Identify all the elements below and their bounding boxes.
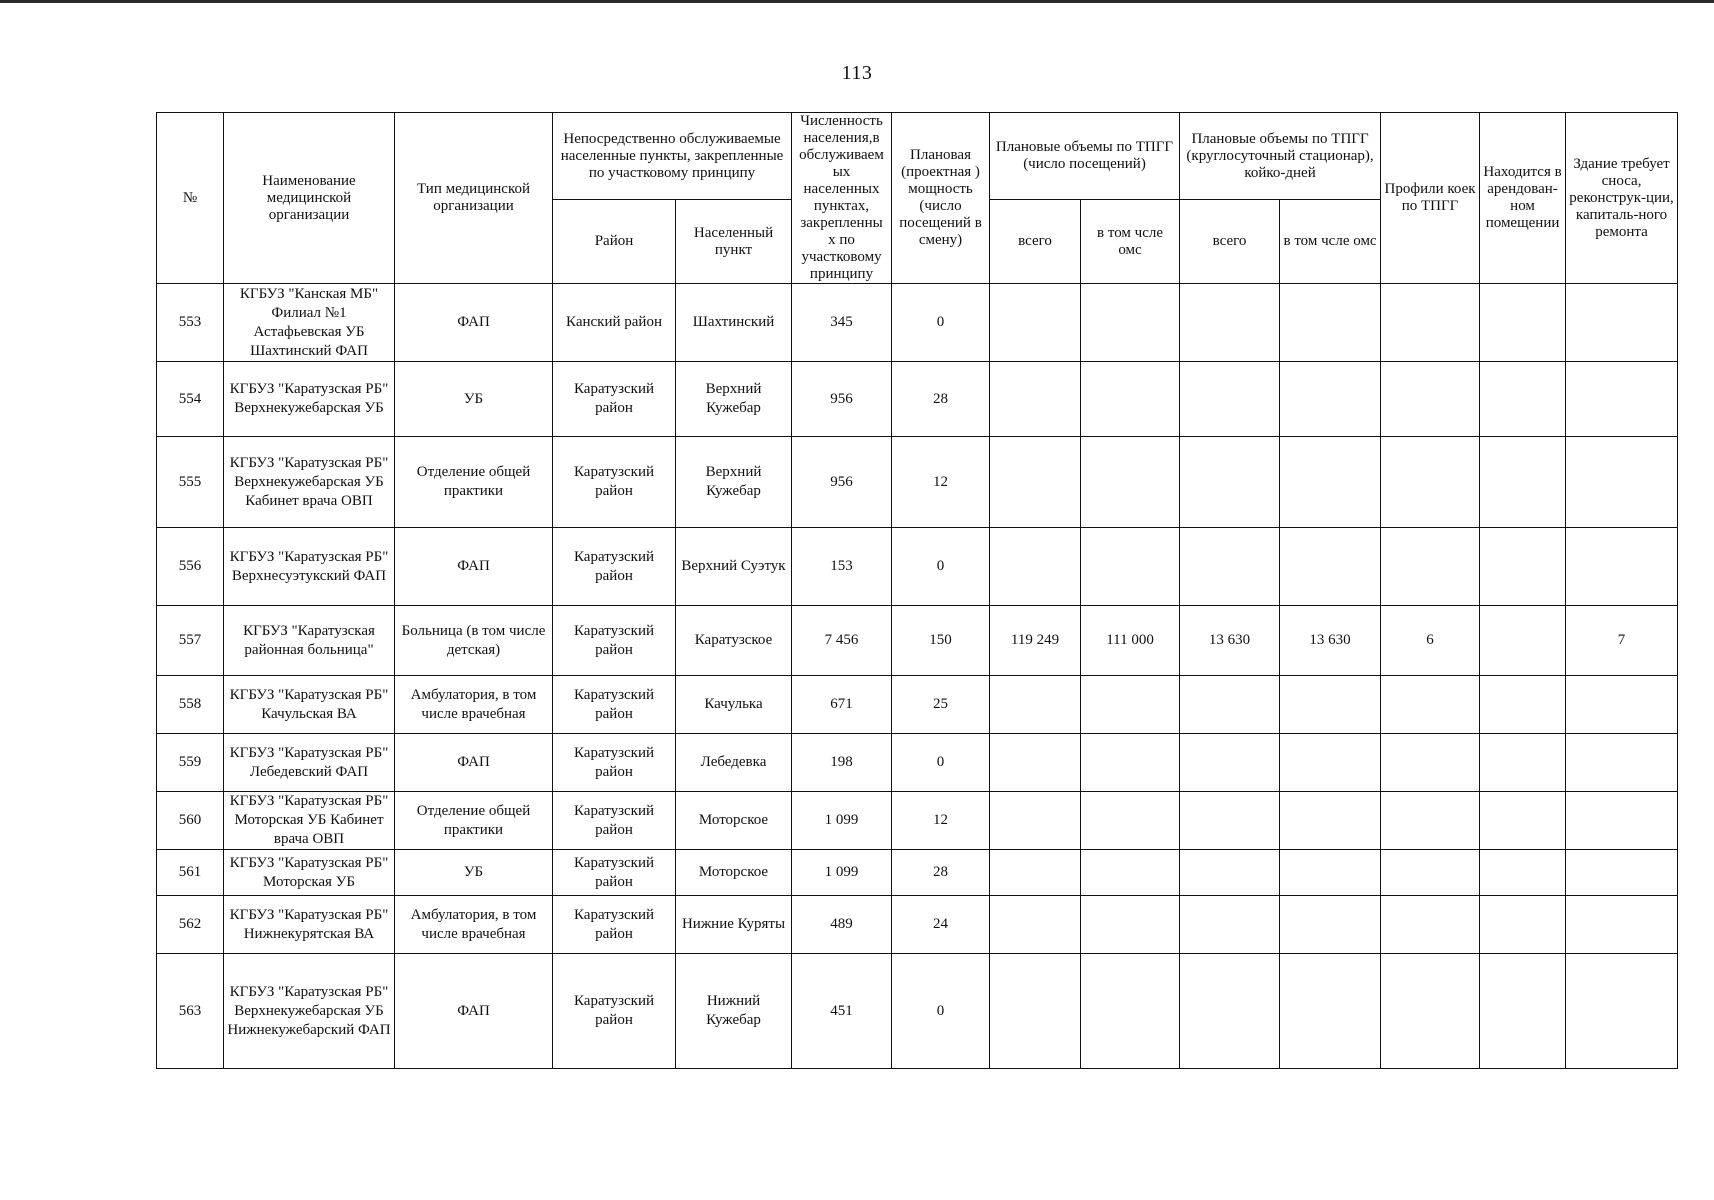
population-cell: 345 [792, 284, 892, 362]
bed-profiles-cell [1381, 362, 1480, 437]
table-row [157, 850, 1714, 896]
header-num: № [157, 113, 224, 284]
inpatient-total-cell [1180, 954, 1280, 1069]
bed-profiles-cell [1381, 850, 1480, 896]
visits-total-cell: 119 249 [990, 606, 1081, 676]
table-row [157, 896, 1714, 954]
org-type-cell: ФАП [395, 528, 553, 606]
capacity-cell: 28 [892, 850, 990, 896]
org-type-cell: Отделение общей практики [395, 792, 553, 850]
table-row [157, 954, 1714, 1069]
district-cell: Каратузский район [553, 734, 676, 792]
demolition-cell [1566, 362, 1678, 437]
settlement-cell: Каратузское [676, 606, 792, 676]
row-number: 559 [157, 734, 224, 792]
bed-profiles-cell [1381, 954, 1480, 1069]
inpatient-oms-cell [1280, 528, 1381, 606]
inpatient-oms-cell [1280, 896, 1381, 954]
inpatient-total-cell [1180, 896, 1280, 954]
header-org-type: Тип медицинской организации [395, 113, 553, 284]
header-bed-profiles: Профили коек по ТПГГ [1381, 113, 1480, 284]
table-row [157, 734, 1714, 792]
visits-oms-cell [1081, 676, 1180, 734]
header-inpatient-volume: Плановые объемы по ТПГГ (круглосуточный стационар), койко-дней [1180, 113, 1381, 200]
table-row [157, 792, 1714, 850]
bed-profiles-cell [1381, 792, 1480, 850]
visits-total-cell [990, 896, 1081, 954]
inpatient-oms-cell [1280, 850, 1381, 896]
demolition-cell [1566, 528, 1678, 606]
settlement-cell: Нижние Куряты [676, 896, 792, 954]
bed-profiles-cell [1381, 284, 1480, 362]
table-row [157, 606, 1714, 676]
demolition-cell [1566, 284, 1678, 362]
inpatient-total-cell [1180, 676, 1280, 734]
row-number: 554 [157, 362, 224, 437]
header-rented: Находится в арендован-ном помещении [1480, 113, 1566, 284]
table-row [157, 528, 1714, 606]
population-cell: 198 [792, 734, 892, 792]
bed-profiles-cell [1381, 528, 1480, 606]
bed-profiles-cell [1381, 676, 1480, 734]
inpatient-total-cell [1180, 734, 1280, 792]
bed-profiles-cell [1381, 896, 1480, 954]
table-row [157, 676, 1714, 734]
rented-cell [1480, 896, 1566, 954]
rented-cell [1480, 676, 1566, 734]
settlement-cell: Верхний Суэтук [676, 528, 792, 606]
row-number: 560 [157, 792, 224, 850]
district-cell: Каратузский район [553, 676, 676, 734]
settlement-cell: Лебедевка [676, 734, 792, 792]
org-type-cell: Амбулатория, в том числе врачебная [395, 896, 553, 954]
rented-cell [1480, 850, 1566, 896]
demolition-cell: 7 [1566, 606, 1678, 676]
rented-cell [1480, 437, 1566, 528]
org-type-cell: Больница (в том числе детская) [395, 606, 553, 676]
org-type-cell: ФАП [395, 734, 553, 792]
org-type-cell: ФАП [395, 954, 553, 1069]
district-cell: Каратузский район [553, 792, 676, 850]
capacity-cell: 25 [892, 676, 990, 734]
demolition-cell [1566, 896, 1678, 954]
org-type-cell: Амбулатория, в том числе врачебная [395, 676, 553, 734]
demolition-cell [1566, 437, 1678, 528]
header-district: Район [553, 200, 676, 284]
district-cell: Каратузский район [553, 896, 676, 954]
row-number: 562 [157, 896, 224, 954]
visits-total-cell [990, 284, 1081, 362]
row-number: 558 [157, 676, 224, 734]
org-name-cell: КГБУЗ "Канская МБ" Филиал №1 Астафьевская УБ Шахтинский ФАП [224, 284, 395, 362]
row-number: 555 [157, 437, 224, 528]
population-cell: 7 456 [792, 606, 892, 676]
settlement-cell: Моторское [676, 792, 792, 850]
table-body [157, 284, 1714, 1069]
capacity-cell: 24 [892, 896, 990, 954]
visits-oms-cell [1081, 528, 1180, 606]
demolition-cell [1566, 734, 1678, 792]
bed-profiles-cell: 6 [1381, 606, 1480, 676]
visits-oms-cell [1081, 954, 1180, 1069]
visits-total-cell [990, 528, 1081, 606]
capacity-cell: 0 [892, 284, 990, 362]
inpatient-oms-cell [1280, 362, 1381, 437]
settlement-cell: Нижний Кужебар [676, 954, 792, 1069]
visits-oms-cell [1081, 362, 1180, 437]
rented-cell [1480, 734, 1566, 792]
org-name-cell: КГБУЗ "Каратузская РБ" Лебедевский ФАП [224, 734, 395, 792]
facilities-table [156, 112, 1714, 1069]
demolition-cell [1566, 792, 1678, 850]
rented-cell [1480, 362, 1566, 437]
org-type-cell: Отделение общей практики [395, 437, 553, 528]
org-type-cell: ФАП [395, 284, 553, 362]
visits-oms-cell [1081, 284, 1180, 362]
header-visits-total: всего [990, 200, 1081, 284]
table-row [157, 437, 1714, 528]
header-inpatient-oms: в том чсле омс [1280, 200, 1381, 284]
inpatient-oms-cell [1280, 284, 1381, 362]
capacity-cell: 0 [892, 528, 990, 606]
population-cell: 489 [792, 896, 892, 954]
table-header [157, 113, 1714, 284]
population-cell: 671 [792, 676, 892, 734]
visits-total-cell [990, 850, 1081, 896]
row-number: 563 [157, 954, 224, 1069]
settlement-cell: Моторское [676, 850, 792, 896]
inpatient-oms-cell [1280, 676, 1381, 734]
inpatient-oms-cell [1280, 954, 1381, 1069]
demolition-cell [1566, 850, 1678, 896]
table-row [157, 362, 1714, 437]
row-number: 561 [157, 850, 224, 896]
visits-total-cell [990, 954, 1081, 1069]
capacity-cell: 0 [892, 734, 990, 792]
capacity-cell: 0 [892, 954, 990, 1069]
visits-total-cell [990, 676, 1081, 734]
org-name-cell: КГБУЗ "Каратузская РБ" Качульская ВА [224, 676, 395, 734]
header-org-name: Наименование медицинской организации [224, 113, 395, 284]
table-row [157, 284, 1714, 362]
header-served-settlements: Непосредственно обслуживаемые населенные пункты, закрепленные по участковому принципу [553, 113, 792, 200]
header-capacity: Плановая (проектная ) мощность (число посещений в смену) [892, 113, 990, 284]
population-cell: 153 [792, 528, 892, 606]
inpatient-total-cell [1180, 850, 1280, 896]
row-number: 557 [157, 606, 224, 676]
org-name-cell: КГБУЗ "Каратузская РБ" Верхнекужебарская УБ Нижнекужебарский ФАП [224, 954, 395, 1069]
inpatient-total-cell: 13 630 [1180, 606, 1280, 676]
district-cell: Каратузский район [553, 850, 676, 896]
population-cell: 956 [792, 362, 892, 437]
inpatient-total-cell [1180, 362, 1280, 437]
visits-total-cell [990, 734, 1081, 792]
visits-oms-cell [1081, 734, 1180, 792]
inpatient-oms-cell [1280, 437, 1381, 528]
rented-cell [1480, 792, 1566, 850]
capacity-cell: 12 [892, 792, 990, 850]
settlement-cell: Верхний Кужебар [676, 362, 792, 437]
visits-oms-cell [1081, 850, 1180, 896]
visits-oms-cell [1081, 896, 1180, 954]
rented-cell [1480, 284, 1566, 362]
bed-profiles-cell [1381, 734, 1480, 792]
inpatient-total-cell [1180, 284, 1280, 362]
district-cell: Каратузский район [553, 362, 676, 437]
visits-total-cell [990, 792, 1081, 850]
org-name-cell: КГБУЗ "Каратузская РБ" Верхнесуэтукский ФАП [224, 528, 395, 606]
visits-oms-cell: 111 000 [1081, 606, 1180, 676]
demolition-cell [1566, 676, 1678, 734]
settlement-cell: Верхний Кужебар [676, 437, 792, 528]
header-visits-oms: в том чсле омс [1081, 200, 1180, 284]
row-number: 556 [157, 528, 224, 606]
inpatient-oms-cell [1280, 792, 1381, 850]
header-visits-volume: Плановые объемы по ТПГГ (число посещений) [990, 113, 1180, 200]
header-demolition: Здание требует сноса, реконструк-ции, капиталь-ного ремонта [1566, 113, 1678, 284]
visits-total-cell [990, 437, 1081, 528]
capacity-cell: 28 [892, 362, 990, 437]
org-name-cell: КГБУЗ "Каратузская РБ" Моторская УБ [224, 850, 395, 896]
org-name-cell: КГБУЗ "Каратузская РБ" Верхнекужебарская УБ Кабинет врача ОВП [224, 437, 395, 528]
visits-oms-cell [1081, 792, 1180, 850]
org-name-cell: КГБУЗ "Каратузская районная больница" [224, 606, 395, 676]
district-cell: Канский район [553, 284, 676, 362]
header-population: Численность населения,в обслуживаем ых населенных пунктах, закрепленны х по участковому принципу [792, 113, 892, 284]
settlement-cell: Шахтинский [676, 284, 792, 362]
district-cell: Каратузский район [553, 954, 676, 1069]
district-cell: Каратузский район [553, 528, 676, 606]
district-cell: Каратузский район [553, 437, 676, 528]
demolition-cell [1566, 954, 1678, 1069]
visits-total-cell [990, 362, 1081, 437]
row-number: 553 [157, 284, 224, 362]
inpatient-oms-cell [1280, 734, 1381, 792]
inpatient-total-cell [1180, 528, 1280, 606]
inpatient-oms-cell: 13 630 [1280, 606, 1381, 676]
org-type-cell: УБ [395, 362, 553, 437]
population-cell: 1 099 [792, 792, 892, 850]
page-number: 113 [841, 62, 873, 84]
capacity-cell: 150 [892, 606, 990, 676]
inpatient-total-cell [1180, 792, 1280, 850]
org-name-cell: КГБУЗ "Каратузская РБ" Моторская УБ Кабинет врача ОВП [224, 792, 395, 850]
settlement-cell: Качулька [676, 676, 792, 734]
org-type-cell: УБ [395, 850, 553, 896]
org-name-cell: КГБУЗ "Каратузская РБ" Нижнекурятская ВА [224, 896, 395, 954]
district-cell: Каратузский район [553, 606, 676, 676]
rented-cell [1480, 606, 1566, 676]
header-inpatient-total: всего [1180, 200, 1280, 284]
inpatient-total-cell [1180, 437, 1280, 528]
population-cell: 1 099 [792, 850, 892, 896]
org-name-cell: КГБУЗ "Каратузская РБ" Верхнекужебарская УБ [224, 362, 395, 437]
population-cell: 451 [792, 954, 892, 1069]
header-settlement: Населенный пункт [676, 200, 792, 284]
visits-oms-cell [1081, 437, 1180, 528]
scan-top-edge [0, 0, 1714, 3]
population-cell: 956 [792, 437, 892, 528]
rented-cell [1480, 528, 1566, 606]
rented-cell [1480, 954, 1566, 1069]
bed-profiles-cell [1381, 437, 1480, 528]
capacity-cell: 12 [892, 437, 990, 528]
